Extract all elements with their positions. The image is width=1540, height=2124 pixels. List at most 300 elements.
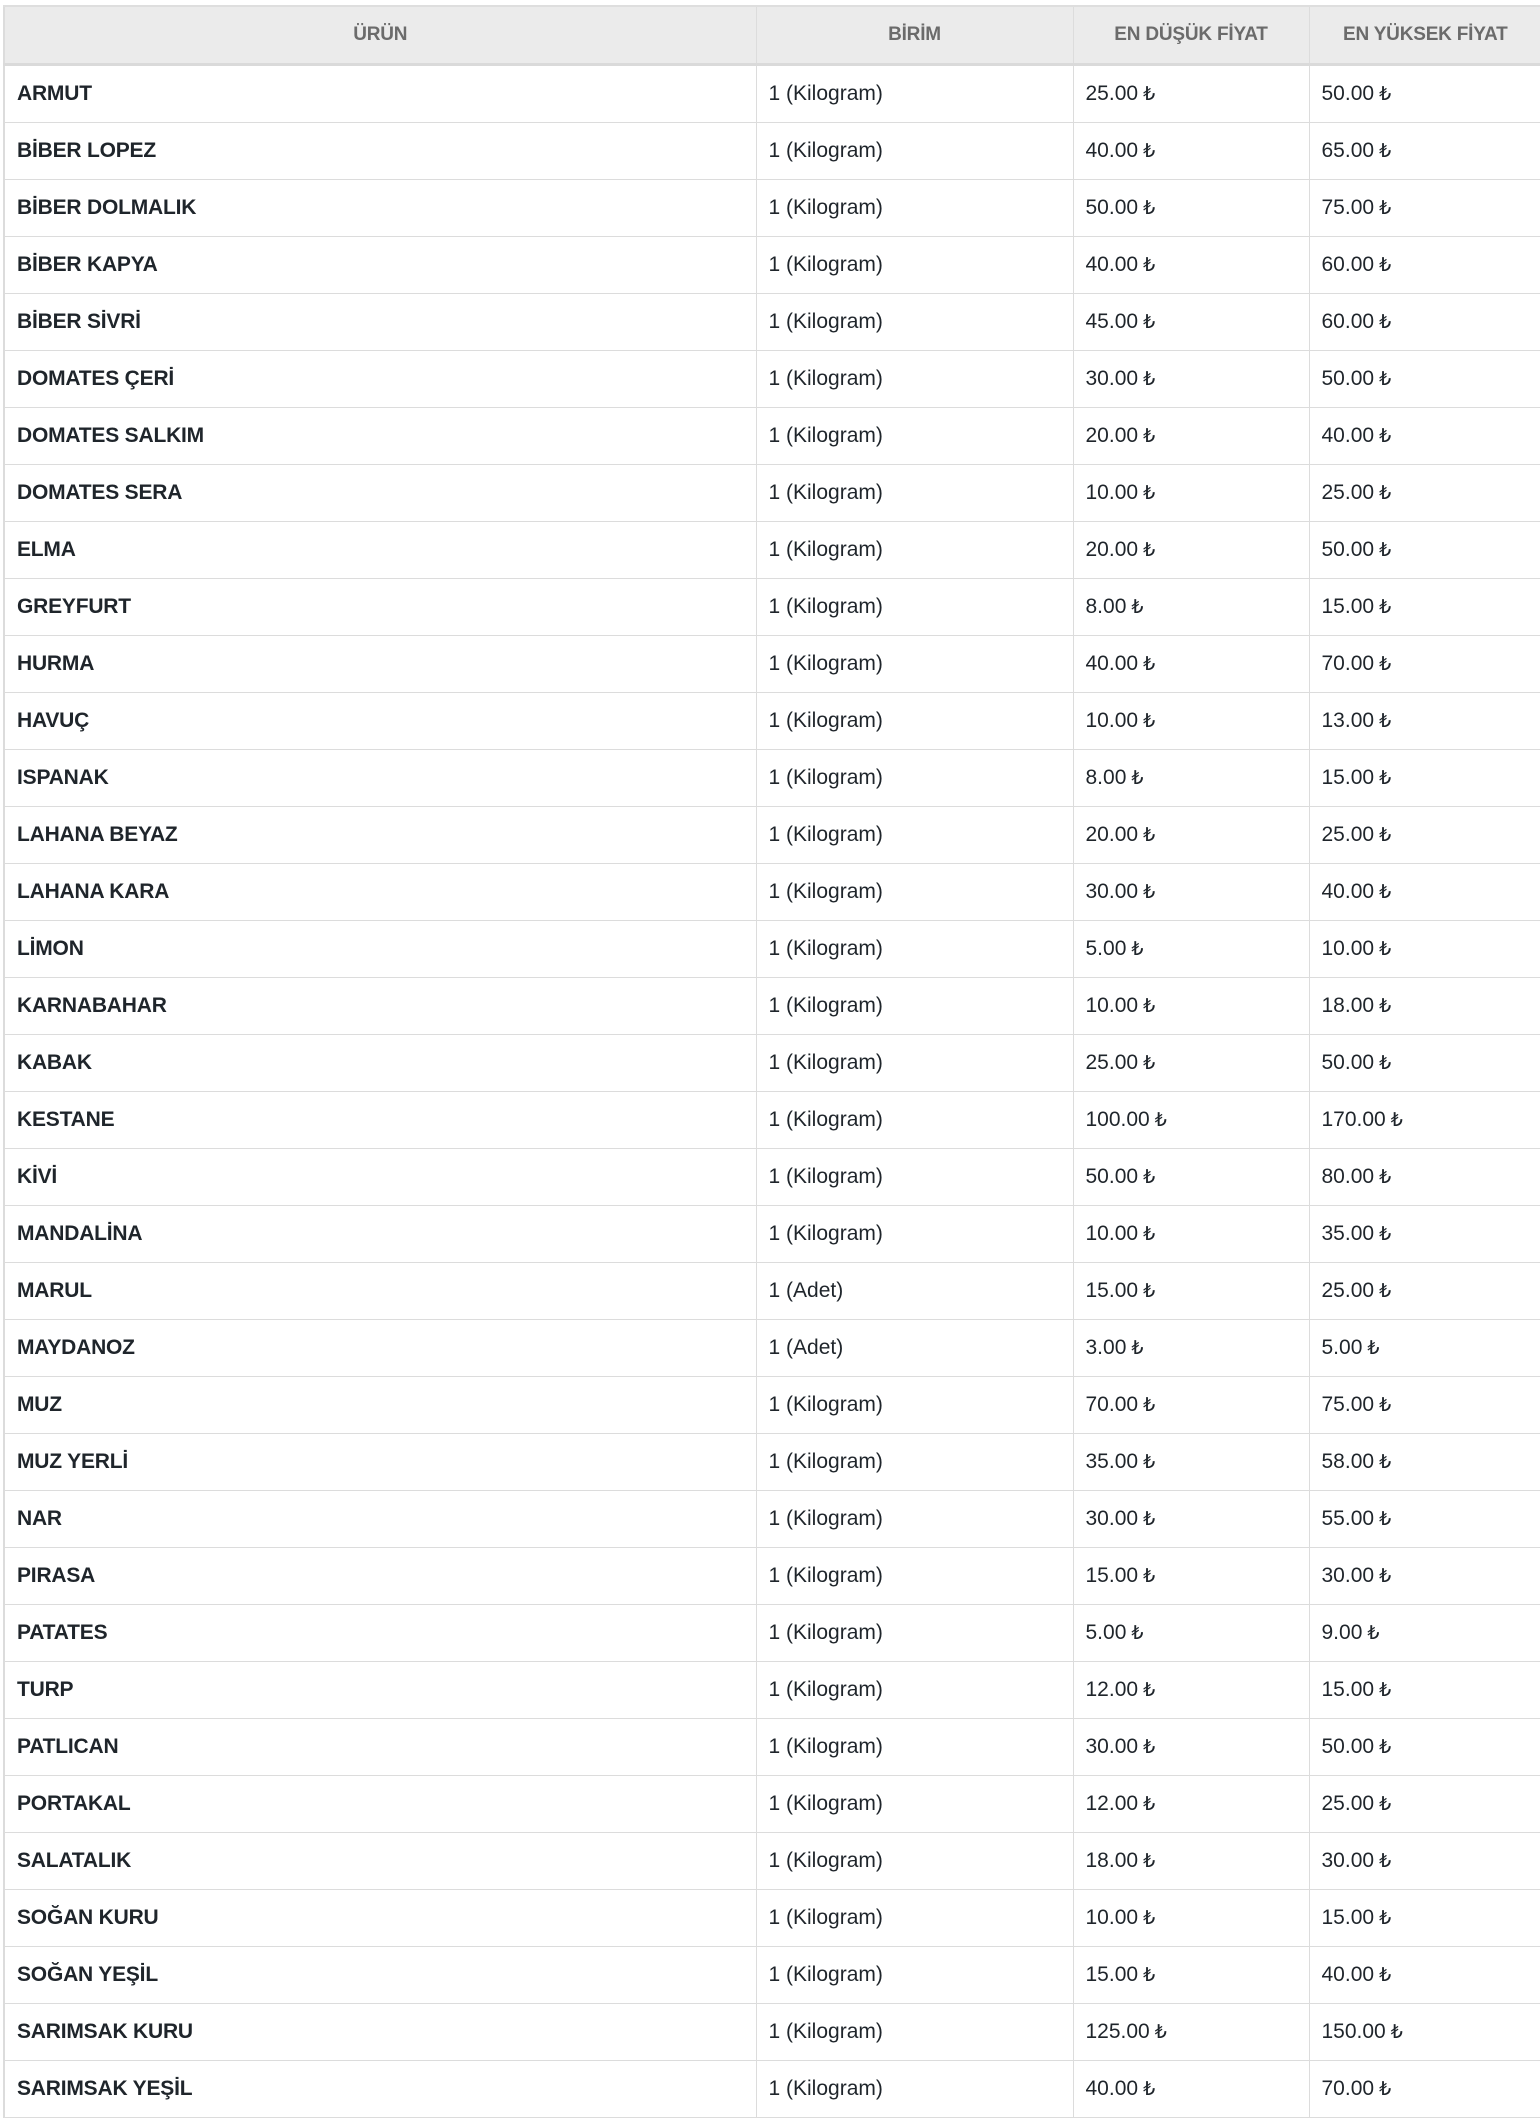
product-name-cell <box>4 237 756 294</box>
unit-cell <box>756 1206 1073 1263</box>
unit-cell-text: 1 (Adet) <box>768 1279 844 1302</box>
min-price-cell <box>1073 579 1309 636</box>
min-price-cell-text: 10.00 <box>1085 1906 1139 1929</box>
price-table-container <box>3 5 1540 2118</box>
min-price-cell <box>1073 294 1309 351</box>
unit-cell <box>756 1035 1073 1092</box>
min-price-cell <box>1073 1662 1309 1719</box>
max-price-cell <box>1309 1206 1540 1263</box>
min-price-cell-text: 12.00 <box>1085 1792 1139 1815</box>
min-price-cell <box>1073 1548 1309 1605</box>
product-name-cell-text: MANDALİNA <box>17 1222 143 1245</box>
min-price-cell <box>1073 693 1309 750</box>
product-name-cell-text: GREYFURT <box>17 595 131 618</box>
lira-currency-icon: ₺ <box>1143 1053 1156 1074</box>
unit-cell-text: 1 (Kilogram) <box>768 196 883 219</box>
max-price-cell <box>1309 123 1540 180</box>
min-price-cell-text: 30.00 <box>1085 1507 1139 1530</box>
min-price-cell-text: 20.00 <box>1085 424 1139 447</box>
min-price-cell <box>1073 1377 1309 1434</box>
unit-cell <box>756 237 1073 294</box>
unit-cell <box>756 1833 1073 1890</box>
product-name-cell <box>4 693 756 750</box>
max-price-cell <box>1309 1719 1540 1776</box>
product-name-cell <box>4 1662 756 1719</box>
lira-currency-icon: ₺ <box>1131 939 1144 960</box>
max-price-cell-text: 25.00 <box>1321 1792 1375 1815</box>
product-name-cell-text: BİBER DOLMALIK <box>17 196 197 219</box>
product-name-cell <box>4 351 756 408</box>
lira-currency-icon: ₺ <box>1379 1395 1392 1416</box>
table-row <box>4 1947 1540 2004</box>
max-price-cell-text: 15.00 <box>1321 595 1375 618</box>
lira-currency-icon: ₺ <box>1379 1851 1392 1872</box>
max-price-cell-text: 40.00 <box>1321 880 1375 903</box>
min-price-cell-text: 8.00 <box>1085 595 1127 618</box>
unit-cell <box>756 1263 1073 1320</box>
min-price-cell-text: 30.00 <box>1085 367 1139 390</box>
min-price-cell-text: 10.00 <box>1085 709 1139 732</box>
product-name-cell-text: BİBER LOPEZ <box>17 139 156 162</box>
unit-cell <box>756 1092 1073 1149</box>
product-name-cell-text: SOĞAN YEŞİL <box>17 1963 158 1986</box>
product-name-cell <box>4 807 756 864</box>
lira-currency-icon: ₺ <box>1143 426 1156 447</box>
min-price-cell <box>1073 864 1309 921</box>
min-price-cell-text: 3.00 <box>1085 1336 1127 1359</box>
max-price-cell-text: 55.00 <box>1321 1507 1375 1530</box>
product-name-cell-text: ISPANAK <box>17 766 109 789</box>
lira-currency-icon: ₺ <box>1379 1680 1392 1701</box>
lira-currency-icon: ₺ <box>1143 996 1156 1017</box>
unit-cell-text: 1 (Kilogram) <box>768 481 883 504</box>
table-row <box>4 1662 1540 1719</box>
unit-cell-text: 1 (Kilogram) <box>768 1564 883 1587</box>
lira-currency-icon: ₺ <box>1143 369 1156 390</box>
min-price-cell-text: 30.00 <box>1085 880 1139 903</box>
max-price-cell <box>1309 294 1540 351</box>
lira-currency-icon: ₺ <box>1143 255 1156 276</box>
max-price-cell-text: 60.00 <box>1321 253 1375 276</box>
min-price-cell <box>1073 1263 1309 1320</box>
min-price-cell <box>1073 1719 1309 1776</box>
unit-cell-text: 1 (Kilogram) <box>768 1963 883 1986</box>
lira-currency-icon: ₺ <box>1143 825 1156 846</box>
lira-currency-icon: ₺ <box>1379 597 1392 618</box>
table-row <box>4 237 1540 294</box>
product-name-cell-text: KABAK <box>17 1051 92 1074</box>
product-name-cell <box>4 864 756 921</box>
max-price-cell-text: 50.00 <box>1321 538 1375 561</box>
product-name-cell-text: ARMUT <box>17 82 92 105</box>
min-price-cell <box>1073 1491 1309 1548</box>
lira-currency-icon: ₺ <box>1143 1737 1156 1758</box>
max-price-cell-text: 70.00 <box>1321 2077 1375 2100</box>
unit-cell-text: 1 (Kilogram) <box>768 766 883 789</box>
lira-currency-icon: ₺ <box>1379 1167 1392 1188</box>
table-row <box>4 1434 1540 1491</box>
unit-cell-text: 1 (Kilogram) <box>768 937 883 960</box>
min-price-cell <box>1073 408 1309 465</box>
lira-currency-icon: ₺ <box>1131 1338 1144 1359</box>
min-price-cell-text: 10.00 <box>1085 994 1139 1017</box>
product-name-cell <box>4 978 756 1035</box>
unit-cell <box>756 693 1073 750</box>
min-price-cell <box>1073 1776 1309 1833</box>
unit-cell <box>756 750 1073 807</box>
max-price-cell-text: 30.00 <box>1321 1564 1375 1587</box>
lira-currency-icon: ₺ <box>1143 483 1156 504</box>
product-name-cell <box>4 636 756 693</box>
lira-currency-icon: ₺ <box>1143 141 1156 162</box>
max-price-cell <box>1309 1491 1540 1548</box>
max-price-cell <box>1309 1947 1540 2004</box>
unit-cell <box>756 807 1073 864</box>
product-name-cell <box>4 1548 756 1605</box>
unit-cell <box>756 2004 1073 2061</box>
min-price-cell <box>1073 351 1309 408</box>
max-price-cell-text: 15.00 <box>1321 1906 1375 1929</box>
unit-cell <box>756 1434 1073 1491</box>
min-price-cell <box>1073 1035 1309 1092</box>
min-price-cell <box>1073 1605 1309 1662</box>
unit-cell-text: 1 (Kilogram) <box>768 310 883 333</box>
product-name-cell <box>4 1491 756 1548</box>
lira-currency-icon: ₺ <box>1379 939 1392 960</box>
max-price-cell-text: 58.00 <box>1321 1450 1375 1473</box>
table-row <box>4 1263 1540 1320</box>
table-row <box>4 465 1540 522</box>
product-name-cell <box>4 1263 756 1320</box>
table-row <box>4 1719 1540 1776</box>
max-price-cell-text: 80.00 <box>1321 1165 1375 1188</box>
min-price-cell-text: 40.00 <box>1085 2077 1139 2100</box>
max-price-cell <box>1309 522 1540 579</box>
min-price-cell <box>1073 465 1309 522</box>
product-name-cell <box>4 408 756 465</box>
lira-currency-icon: ₺ <box>1143 1965 1156 1986</box>
product-name-cell <box>4 2061 756 2118</box>
lira-currency-icon: ₺ <box>1379 312 1392 333</box>
lira-currency-icon: ₺ <box>1143 1281 1156 1302</box>
unit-cell <box>756 864 1073 921</box>
table-row <box>4 864 1540 921</box>
unit-cell-text: 1 (Kilogram) <box>768 823 883 846</box>
lira-currency-icon: ₺ <box>1379 426 1392 447</box>
max-price-cell-text: 70.00 <box>1321 652 1375 675</box>
table-row <box>4 2004 1540 2061</box>
min-price-cell-text: 15.00 <box>1085 1564 1139 1587</box>
column-header-min-price[interactable]: EN DÜŞÜK FİYAT <box>1073 6 1309 65</box>
unit-cell-text: 1 (Kilogram) <box>768 424 883 447</box>
table-row <box>4 1890 1540 1947</box>
product-name-cell-text: MARUL <box>17 1279 92 1302</box>
product-name-cell <box>4 180 756 237</box>
lira-currency-icon: ₺ <box>1131 597 1144 618</box>
min-price-cell <box>1073 807 1309 864</box>
lira-currency-icon: ₺ <box>1379 1224 1392 1245</box>
table-row <box>4 579 1540 636</box>
unit-cell-text: 1 (Kilogram) <box>768 1792 883 1815</box>
unit-cell-text: 1 (Kilogram) <box>768 994 883 1017</box>
product-name-cell-text: KESTANE <box>17 1108 115 1131</box>
min-price-cell <box>1073 1149 1309 1206</box>
max-price-cell <box>1309 579 1540 636</box>
max-price-cell-text: 65.00 <box>1321 139 1375 162</box>
product-name-cell <box>4 294 756 351</box>
unit-cell <box>756 180 1073 237</box>
min-price-cell-text: 15.00 <box>1085 1963 1139 1986</box>
lira-currency-icon: ₺ <box>1154 2022 1167 2043</box>
product-name-cell-text: SOĞAN KURU <box>17 1906 159 1929</box>
max-price-cell-text: 13.00 <box>1321 709 1375 732</box>
lira-currency-icon: ₺ <box>1379 825 1392 846</box>
min-price-cell <box>1073 978 1309 1035</box>
unit-cell <box>756 1662 1073 1719</box>
lira-currency-icon: ₺ <box>1143 84 1156 105</box>
lira-currency-icon: ₺ <box>1379 84 1392 105</box>
table-row <box>4 1605 1540 1662</box>
table-row <box>4 1035 1540 1092</box>
lira-currency-icon: ₺ <box>1379 1053 1392 1074</box>
lira-currency-icon: ₺ <box>1379 1509 1392 1530</box>
min-price-cell-text: 20.00 <box>1085 823 1139 846</box>
lira-currency-icon: ₺ <box>1131 768 1144 789</box>
unit-cell-text: 1 (Kilogram) <box>768 82 883 105</box>
max-price-cell <box>1309 1548 1540 1605</box>
product-name-cell <box>4 522 756 579</box>
min-price-cell <box>1073 123 1309 180</box>
unit-cell-text: 1 (Kilogram) <box>768 1393 883 1416</box>
max-price-cell-text: 50.00 <box>1321 82 1375 105</box>
lira-currency-icon: ₺ <box>1379 882 1392 903</box>
unit-cell <box>756 1320 1073 1377</box>
lira-currency-icon: ₺ <box>1390 2022 1403 2043</box>
lira-currency-icon: ₺ <box>1143 1794 1156 1815</box>
unit-cell <box>756 1719 1073 1776</box>
min-price-cell-text: 10.00 <box>1085 481 1139 504</box>
max-price-cell <box>1309 65 1540 123</box>
lira-currency-icon: ₺ <box>1379 198 1392 219</box>
lira-currency-icon: ₺ <box>1379 1566 1392 1587</box>
product-name-cell-text: NAR <box>17 1507 62 1530</box>
max-price-cell <box>1309 1092 1540 1149</box>
product-name-cell <box>4 465 756 522</box>
table-row <box>4 750 1540 807</box>
min-price-cell-text: 50.00 <box>1085 1165 1139 1188</box>
product-name-cell-text: DOMATES ÇERİ <box>17 367 175 390</box>
unit-cell-text: 1 (Kilogram) <box>768 367 883 390</box>
max-price-cell <box>1309 1890 1540 1947</box>
table-row <box>4 2061 1540 2118</box>
lira-currency-icon: ₺ <box>1367 1623 1380 1644</box>
max-price-cell-text: 9.00 <box>1321 1621 1363 1644</box>
product-name-cell-text: LAHANA KARA <box>17 880 170 903</box>
lira-currency-icon: ₺ <box>1143 1395 1156 1416</box>
max-price-cell-text: 40.00 <box>1321 424 1375 447</box>
min-price-cell-text: 10.00 <box>1085 1222 1139 1245</box>
product-name-cell-text: SALATALIK <box>17 1849 132 1872</box>
product-name-cell-text: BİBER SİVRİ <box>17 310 141 333</box>
unit-cell <box>756 1548 1073 1605</box>
min-price-cell-text: 100.00 <box>1085 1108 1150 1131</box>
min-price-cell-text: 5.00 <box>1085 937 1127 960</box>
max-price-cell-text: 30.00 <box>1321 1849 1375 1872</box>
unit-cell <box>756 408 1073 465</box>
table-row <box>4 1149 1540 1206</box>
unit-cell-text: 1 (Kilogram) <box>768 1621 883 1644</box>
lira-currency-icon: ₺ <box>1143 1566 1156 1587</box>
max-price-cell <box>1309 921 1540 978</box>
table-row <box>4 693 1540 750</box>
max-price-cell <box>1309 693 1540 750</box>
unit-cell <box>756 1947 1073 2004</box>
lira-currency-icon: ₺ <box>1379 369 1392 390</box>
min-price-cell-text: 20.00 <box>1085 538 1139 561</box>
min-price-cell-text: 25.00 <box>1085 1051 1139 1074</box>
unit-cell-text: 1 (Kilogram) <box>768 1165 883 1188</box>
product-name-cell <box>4 579 756 636</box>
max-price-cell-text: 25.00 <box>1321 1279 1375 1302</box>
lira-currency-icon: ₺ <box>1131 1623 1144 1644</box>
lira-currency-icon: ₺ <box>1379 654 1392 675</box>
table-row <box>4 1776 1540 1833</box>
product-name-cell <box>4 750 756 807</box>
product-name-cell-text: HURMA <box>17 652 95 675</box>
table-row <box>4 522 1540 579</box>
unit-cell <box>756 1149 1073 1206</box>
product-name-cell-text: TURP <box>17 1678 74 1701</box>
column-header-max-price[interactable]: EN YÜKSEK FİYAT <box>1309 6 1540 65</box>
product-name-cell-text: MUZ <box>17 1393 62 1416</box>
lira-currency-icon: ₺ <box>1143 1680 1156 1701</box>
min-price-cell-text: 18.00 <box>1085 1849 1139 1872</box>
min-price-cell-text: 5.00 <box>1085 1621 1127 1644</box>
product-name-cell-text: BİBER KAPYA <box>17 253 158 276</box>
lira-currency-icon: ₺ <box>1379 1965 1392 1986</box>
max-price-cell <box>1309 237 1540 294</box>
table-header <box>4 6 1540 65</box>
column-header-product[interactable]: ÜRÜN <box>4 6 756 65</box>
product-name-cell-text: SARIMSAK KURU <box>17 2020 193 2043</box>
max-price-cell <box>1309 2061 1540 2118</box>
max-price-cell <box>1309 1776 1540 1833</box>
unit-cell-text: 1 (Kilogram) <box>768 1906 883 1929</box>
unit-cell-text: 1 (Kilogram) <box>768 1051 883 1074</box>
product-name-cell-text: PATLICAN <box>17 1735 119 1758</box>
min-price-cell-text: 70.00 <box>1085 1393 1139 1416</box>
max-price-cell-text: 60.00 <box>1321 310 1375 333</box>
unit-cell-text: 1 (Kilogram) <box>768 2077 883 2100</box>
lira-currency-icon: ₺ <box>1379 1452 1392 1473</box>
table-row <box>4 1206 1540 1263</box>
unit-cell <box>756 465 1073 522</box>
unit-cell-text: 1 (Kilogram) <box>768 595 883 618</box>
table-row <box>4 351 1540 408</box>
lira-currency-icon: ₺ <box>1154 1110 1167 1131</box>
max-price-cell-text: 75.00 <box>1321 1393 1375 1416</box>
max-price-cell <box>1309 636 1540 693</box>
unit-cell <box>756 1776 1073 1833</box>
unit-cell <box>756 921 1073 978</box>
product-name-cell-text: PIRASA <box>17 1564 96 1587</box>
product-name-cell-text: HAVUÇ <box>17 709 90 732</box>
min-price-cell-text: 50.00 <box>1085 196 1139 219</box>
unit-cell-text: 1 (Kilogram) <box>768 139 883 162</box>
column-header-unit[interactable]: BİRİM <box>756 6 1073 65</box>
max-price-cell-text: 5.00 <box>1321 1336 1363 1359</box>
product-name-cell <box>4 1377 756 1434</box>
product-name-cell-text: PORTAKAL <box>17 1792 131 1815</box>
product-name-cell-text: MAYDANOZ <box>17 1336 135 1359</box>
table-row <box>4 1491 1540 1548</box>
unit-cell-text: 1 (Kilogram) <box>768 1849 883 1872</box>
min-price-cell <box>1073 1320 1309 1377</box>
lira-currency-icon: ₺ <box>1143 1452 1156 1473</box>
min-price-cell <box>1073 636 1309 693</box>
min-price-cell-text: 25.00 <box>1085 82 1139 105</box>
max-price-cell <box>1309 1320 1540 1377</box>
product-name-cell <box>4 1206 756 1263</box>
unit-cell-text: 1 (Kilogram) <box>768 1507 883 1530</box>
unit-cell-text: 1 (Kilogram) <box>768 538 883 561</box>
product-name-cell <box>4 1434 756 1491</box>
min-price-cell-text: 40.00 <box>1085 253 1139 276</box>
product-name-cell <box>4 1719 756 1776</box>
min-price-cell <box>1073 750 1309 807</box>
unit-cell-text: 1 (Kilogram) <box>768 880 883 903</box>
product-name-cell <box>4 1035 756 1092</box>
lira-currency-icon: ₺ <box>1143 1908 1156 1929</box>
price-table <box>3 5 1540 2118</box>
product-name-cell <box>4 1320 756 1377</box>
min-price-cell <box>1073 65 1309 123</box>
min-price-cell <box>1073 1434 1309 1491</box>
product-name-cell-text: LİMON <box>17 937 84 960</box>
min-price-cell <box>1073 1206 1309 1263</box>
unit-cell <box>756 123 1073 180</box>
min-price-cell-text: 30.00 <box>1085 1735 1139 1758</box>
max-price-cell <box>1309 408 1540 465</box>
product-name-cell-text: KARNABAHAR <box>17 994 167 1017</box>
lira-currency-icon: ₺ <box>1143 540 1156 561</box>
unit-cell-text: 1 (Kilogram) <box>768 709 883 732</box>
min-price-cell <box>1073 1947 1309 2004</box>
max-price-cell <box>1309 1263 1540 1320</box>
max-price-cell-text: 50.00 <box>1321 1735 1375 1758</box>
product-name-cell <box>4 1605 756 1662</box>
lira-currency-icon: ₺ <box>1379 1281 1392 1302</box>
unit-cell <box>756 65 1073 123</box>
table-row <box>4 1833 1540 1890</box>
unit-cell-text: 1 (Kilogram) <box>768 652 883 675</box>
min-price-cell <box>1073 180 1309 237</box>
lira-currency-icon: ₺ <box>1143 711 1156 732</box>
product-name-cell-text: PATATES <box>17 1621 108 1644</box>
product-name-cell <box>4 921 756 978</box>
lira-currency-icon: ₺ <box>1379 768 1392 789</box>
max-price-cell-text: 18.00 <box>1321 994 1375 1017</box>
table-row <box>4 1092 1540 1149</box>
max-price-cell-text: 150.00 <box>1321 2020 1386 2043</box>
lira-currency-icon: ₺ <box>1379 996 1392 1017</box>
product-name-cell <box>4 1092 756 1149</box>
min-price-cell-text: 15.00 <box>1085 1279 1139 1302</box>
max-price-cell <box>1309 1833 1540 1890</box>
lira-currency-icon: ₺ <box>1379 483 1392 504</box>
max-price-cell <box>1309 1377 1540 1434</box>
product-name-cell-text: SARIMSAK YEŞİL <box>17 2077 193 2100</box>
